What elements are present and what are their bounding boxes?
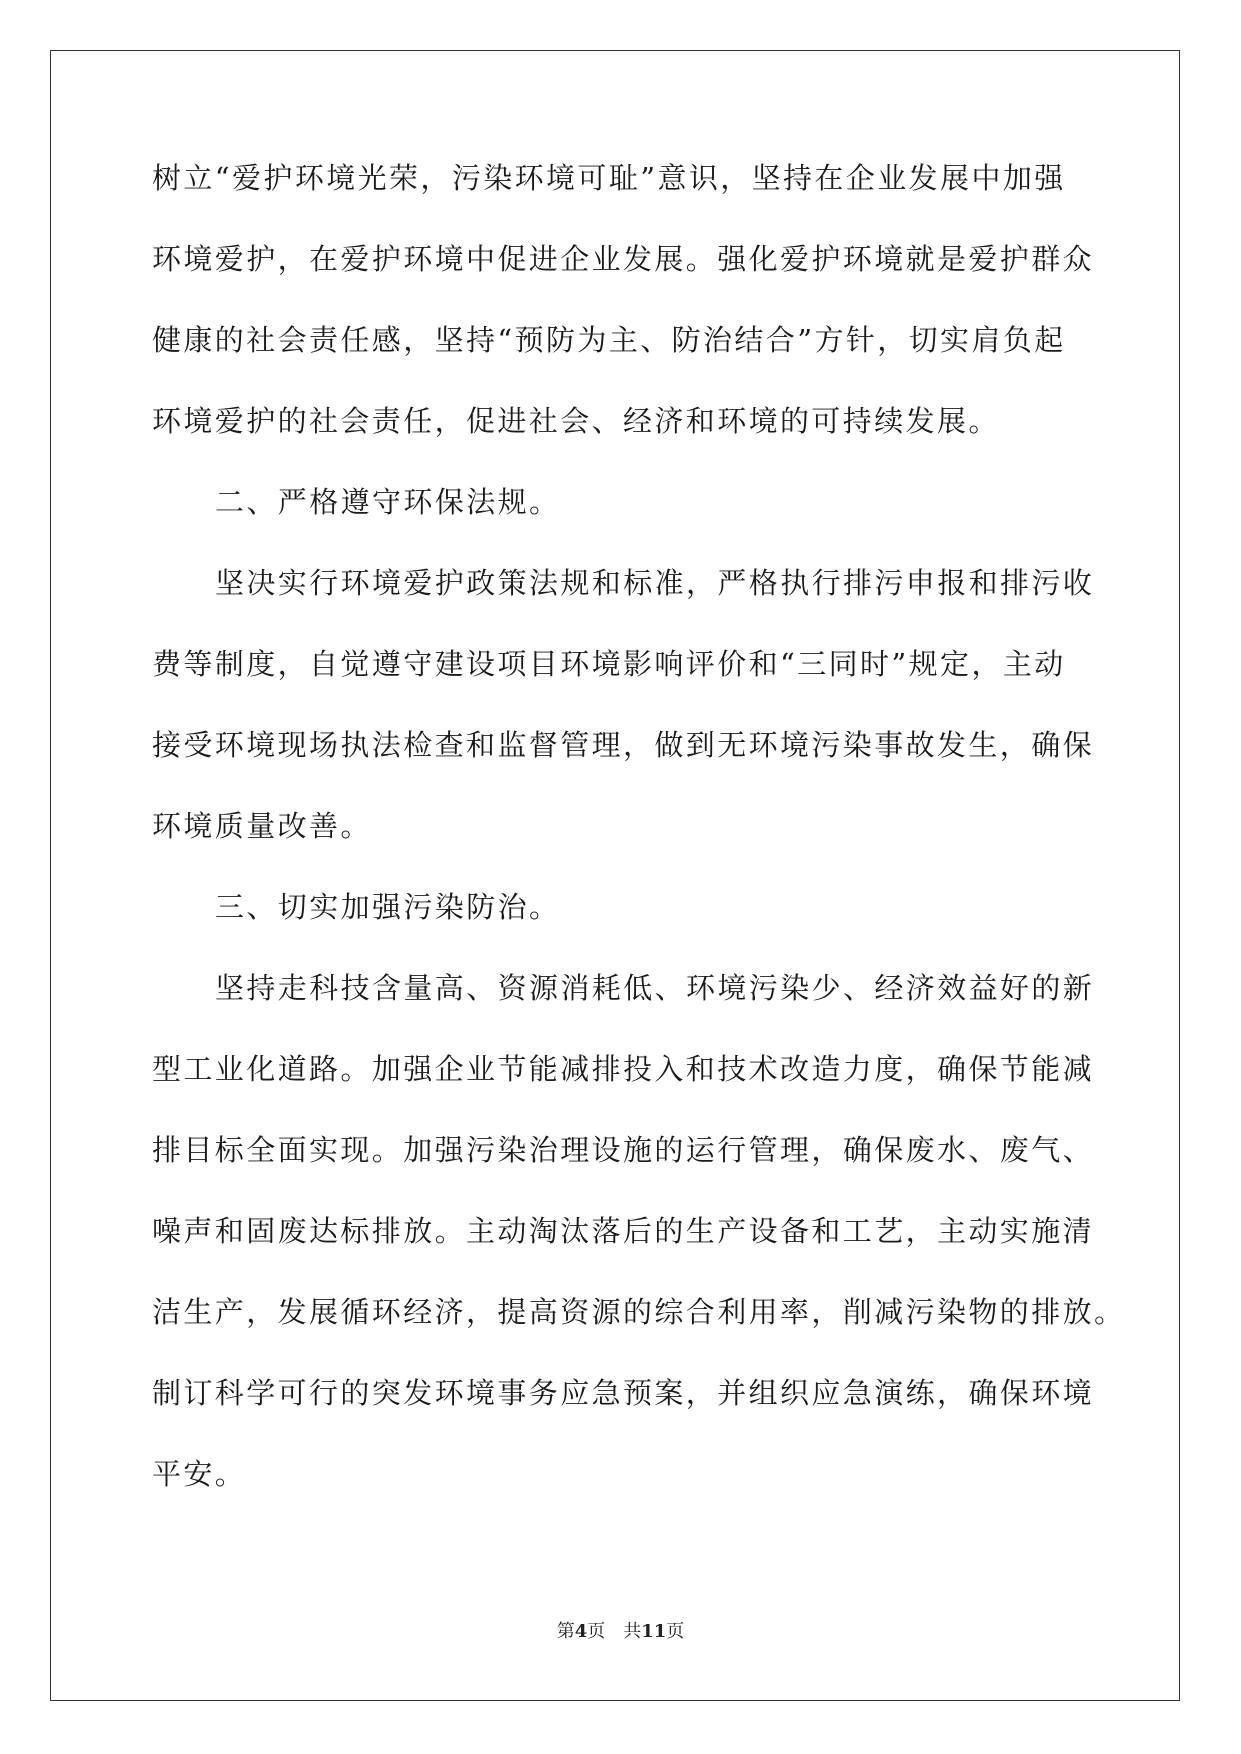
page-suffix: 页	[587, 1621, 606, 1642]
paragraph-line: 噪声和固废达标排放。主动淘汰落后的生产设备和工艺，主动实施清	[152, 1214, 1095, 1248]
total-suffix: 页	[666, 1621, 685, 1642]
paragraph-line: 环境爱护的社会责任，促进社会、经济和环境的可持续发展。	[152, 404, 1000, 438]
total-prefix: 共	[623, 1621, 642, 1642]
total-pages: 11	[641, 1621, 667, 1642]
section-heading: 三、切实加强污染防治。	[215, 890, 561, 924]
paragraph-line: 型工业化道路。加强企业节能减排投入和技术改造力度，确保节能减	[152, 1052, 1095, 1086]
paragraph-line: 树立“爱护环境光荣，污染环境可耻”意识，坚持在企业发展中加强	[152, 161, 1066, 195]
paragraph-line: 制订科学可行的突发环境事务应急预案，并组织应急演练，确保环境	[152, 1376, 1095, 1410]
section-heading: 二、严格遵守环保法规。	[215, 485, 561, 519]
paragraph-line: 接受环境现场执法检查和监督管理，做到无环境污染事故发生，确保	[152, 728, 1095, 762]
page-footer	[0, 1621, 1241, 1643]
paragraph-line: 洁生产，发展循环经济，提高资源的综合利用率，削减污染物的排放。	[152, 1295, 1126, 1329]
paragraph-line: 排目标全面实现。加强污染治理设施的运行管理，确保废水、废气、	[152, 1133, 1095, 1167]
paragraph-line: 环境质量改善。	[152, 809, 372, 843]
paragraph-line: 费等制度，自觉遵守建设项目环境影响评价和“三同时”规定，主动	[152, 647, 1066, 681]
page-number: 4	[574, 1621, 588, 1642]
paragraph-line: 坚持走科技含量高、资源消耗低、环境污染少、经济效益好的新	[215, 971, 1095, 1005]
page-prefix: 第	[556, 1621, 575, 1642]
document-body	[152, 158, 1126, 1494]
paragraph-line: 健康的社会责任感，坚持“预防为主、防治结合”方针，切实肩负起	[152, 323, 1066, 357]
paragraph-line: 平安。	[152, 1457, 247, 1491]
paragraph-line: 坚决实行环境爱护政策法规和标准，严格执行排污申报和排污收	[215, 566, 1095, 600]
paragraph-line: 环境爱护，在爱护环境中促进企业发展。强化爱护环境就是爱护群众	[152, 242, 1095, 276]
